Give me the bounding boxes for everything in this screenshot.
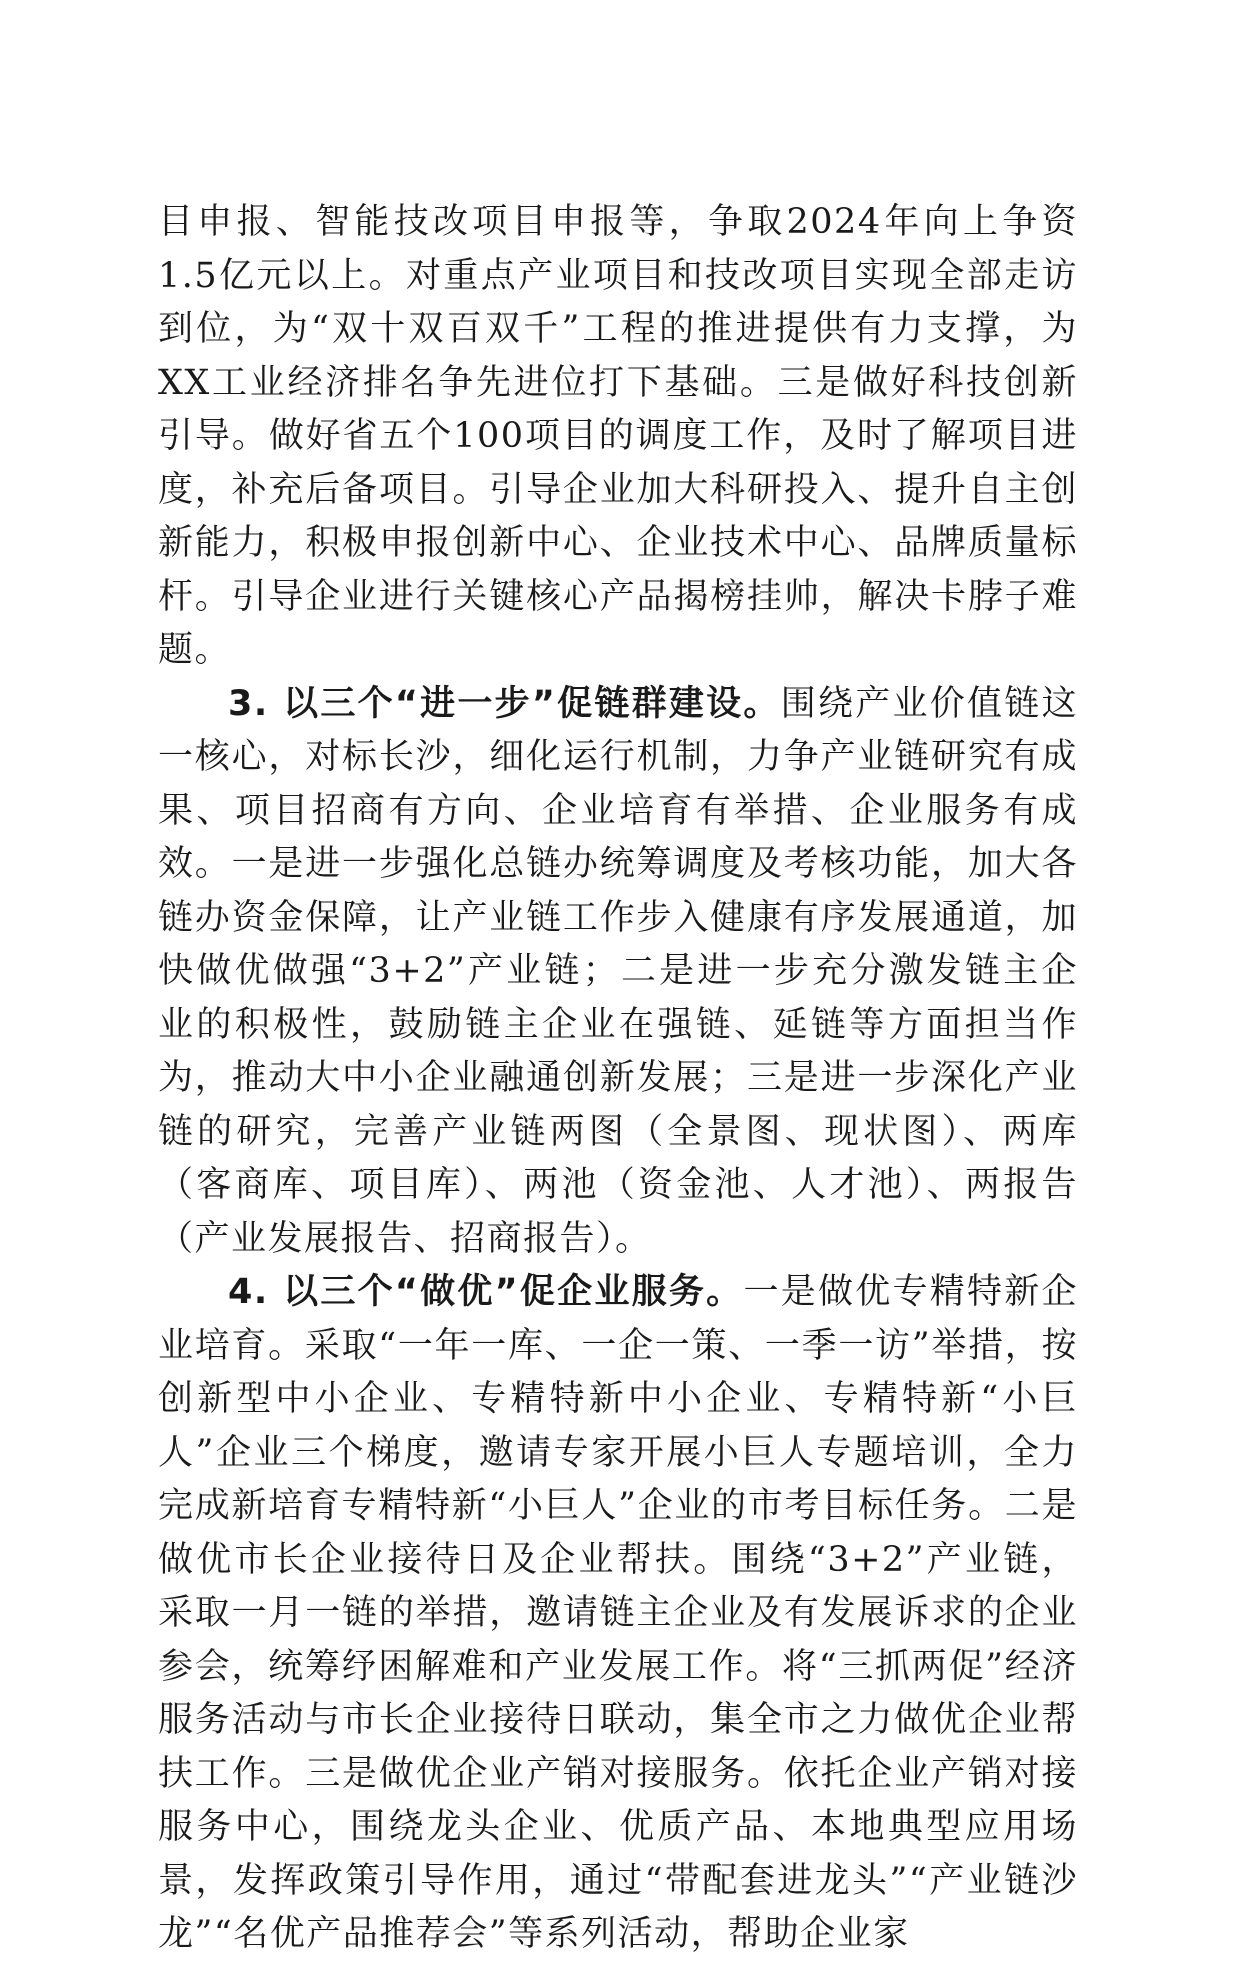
paragraph-chain-cluster — [158, 678, 1078, 1267]
paragraph-heading: 4. 以三个“做优”促企业服务。 — [228, 1272, 744, 1312]
document-body — [158, 196, 1078, 1962]
paragraph-enterprise-service — [158, 1266, 1078, 1962]
paragraph-text: 一是做优专精特新企业培育。采取“一年一库、一企一策、一季一访”举措，按创新型中小企业、专精特新中小企业、专精特新“小巨人”企业三个梯度，邀请专家开展小巨人专题培训，全力完成新培育专精特新“小巨人”企业的市考目标任务。二是做优市长企业接待日及企业帮扶。围绕“3+2”产业链，采取一月一链的举措，邀请链主企业及有发展诉求的企业参会，统筹纾困解难和产业发展工作。将“三抓两促”经济服务活动与市长企业接待日联动，集全市之力做优企业帮扶工作。三是做优企业产销对接服务。依托企业产销对接服务中心，围绕龙头企业、优质产品、本地典型应用场景，发挥政策引导作用，通过“带配套进龙头”“产业链沙龙”“名优产品推荐会”等系列活动，帮助企业家 — [158, 1272, 1078, 1954]
paragraph-text: 目申报、智能技改项目申报等，争取2024年向上争资1.5亿元以上。对重点产业项目和技改项目实现全部走访到位，为“双十双百双千”工程的推进提供有力支撑，为XX工业经济排名争先进位打下基础。三是做好科技创新引导。做好省五个100项目的调度工作，及时了解项目进度，补充后备项目。引导企业加大科研投入、提升自主创新能力，积极申报创新中心、企业技术中心、品牌质量标杆。引导企业进行关键核心产品揭榜挂帅，解决卡脖子难题。 — [158, 202, 1078, 670]
paragraph-continuation — [158, 196, 1078, 678]
paragraph-heading: 3. 以三个“进一步”促链群建设。 — [228, 683, 781, 724]
paragraph-text: 围绕产业价值链这一核心，对标长沙，细化运行机制，力争产业链研究有成果、项目招商有方向、企业培育有举措、企业服务有成效。一是进一步强化总链办统筹调度及考核功能，加大各链办资金保障，让产业链工作步入健康有序发展通道，加快做优做强“3+2”产业链；二是进一步充分激发链主企业的积极性，鼓励链主企业在强链、延链等方面担当作为，推动大中小企业融通创新发展；三是进一步深化产业链的研究，完善产业链两图（全景图、现状图）、两库（客商库、项目库）、两池（资金池、人才池）、两报告（产业发展报告、招商报告）。 — [158, 683, 1078, 1259]
